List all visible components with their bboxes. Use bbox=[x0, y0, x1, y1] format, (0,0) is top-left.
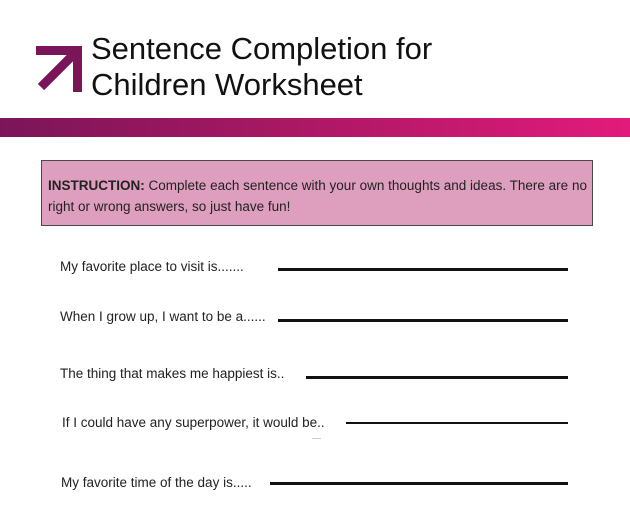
title-line-2: Children Worksheet bbox=[91, 67, 363, 102]
prompt-3: The thing that makes me happiest is.. bbox=[60, 366, 285, 381]
instruction-text: Complete each sentence with your own thoughts and ideas. There are no right or wrong answers, so just have fun! bbox=[48, 178, 587, 214]
answer-line-1[interactable] bbox=[278, 268, 568, 271]
instruction-box bbox=[41, 160, 593, 226]
instruction-label: INSTRUCTION: bbox=[48, 178, 145, 193]
stray-mark bbox=[312, 438, 321, 439]
answer-line-3[interactable] bbox=[306, 376, 568, 379]
answer-line-5[interactable] bbox=[270, 482, 568, 485]
prompt-2: When I grow up, I want to be a...... bbox=[60, 309, 266, 324]
header-gradient-bar bbox=[0, 118, 630, 137]
answer-line-4[interactable] bbox=[346, 422, 568, 424]
arrow-up-right-icon bbox=[34, 44, 86, 96]
prompt-1: My favorite place to visit is....... bbox=[60, 259, 244, 274]
answer-line-2[interactable] bbox=[278, 319, 568, 322]
page-title bbox=[91, 31, 432, 103]
prompt-5: My favorite time of the day is..... bbox=[61, 475, 252, 490]
prompt-4: If I could have any superpower, it would be.. bbox=[62, 415, 325, 430]
title-line-1: Sentence Completion for bbox=[91, 31, 433, 66]
